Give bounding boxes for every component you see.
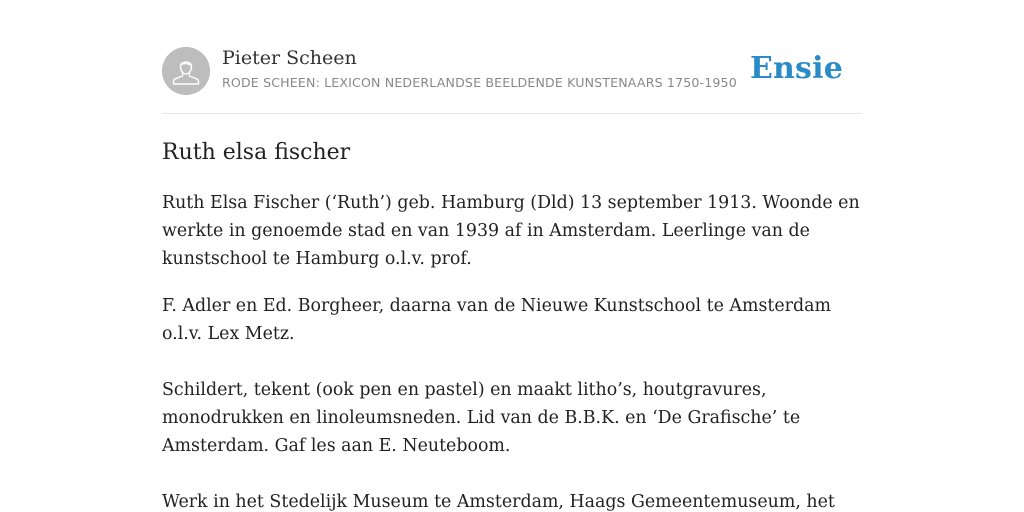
article-paragraph: Werk in het Stedelijk Museum te Amsterdam, Haags Gemeentemuseum, het — [162, 492, 835, 512]
article-header — [162, 0, 862, 114]
user-avatar-icon — [162, 47, 210, 95]
article-paragraph: F. Adler en Ed. Borgheer, daarna van de Nieuwe Kunstschool te Amsterdam o.l.v. Lex Metz. — [162, 296, 831, 344]
article-title: Ruth elsa fischer — [162, 140, 351, 165]
source-title[interactable]: RODE SCHEEN: LEXICON NEDERLANDSE BEELDENDE KUNSTENAARS 1750-1950 — [222, 75, 737, 90]
article-body — [162, 189, 862, 512]
author-name[interactable]: Pieter Scheen — [222, 47, 357, 69]
ensie-logo[interactable]: Ensie — [749, 51, 843, 86]
article-paragraph: Schildert, tekent (ook pen en pastel) en maakt litho’s, houtgravures, monodrukken en linoleumsneden. Lid van de B.B.K. en ‘De Grafische’ te Amsterdam. Gaf les aan E. Neuteboom. — [162, 380, 801, 456]
author-avatar[interactable] — [162, 47, 210, 95]
content-container — [162, 0, 862, 512]
article-paragraph: Ruth Elsa Fischer (‘Ruth’) geb. Hamburg (Dld) 13 september 1913. Woonde en werkte in genoemde stad en van 1939 af in Amsterdam. Leerlinge van de kunstschool te Hamburg o.l.v. prof. — [162, 193, 860, 269]
